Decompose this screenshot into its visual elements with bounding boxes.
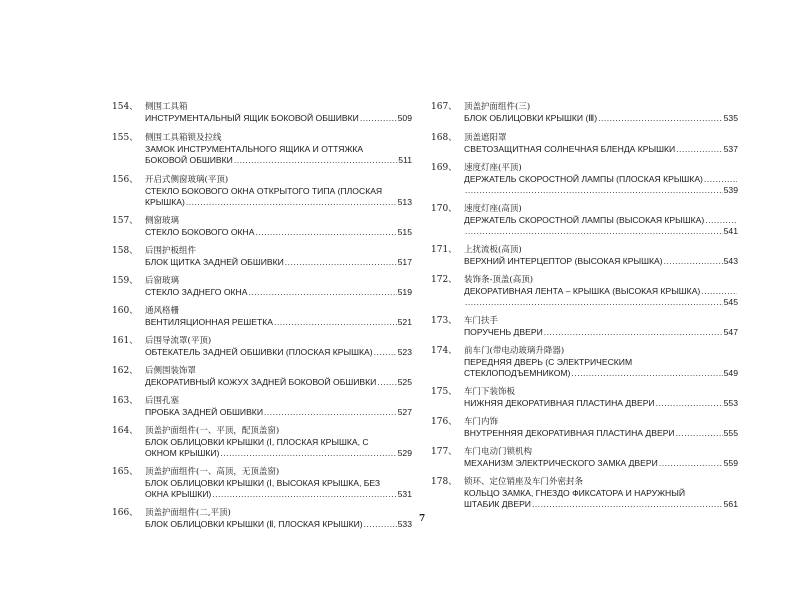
toc-entry[interactable]	[112, 276, 412, 298]
toc-entry[interactable]	[112, 508, 412, 530]
toc-entry-page-number: 541	[723, 226, 738, 236]
toc-entry-chinese-title: 速度灯座(平顶)	[464, 163, 522, 173]
toc-entry[interactable]	[112, 396, 412, 418]
dot-leader	[364, 519, 397, 530]
toc-entry-russian-title	[464, 327, 738, 338]
toc-entry[interactable]	[431, 447, 738, 469]
toc-entry-chinese-title: 侧围工具箱	[145, 102, 188, 112]
toc-entry-number: 166、	[112, 508, 139, 518]
toc-entry[interactable]	[431, 417, 738, 439]
toc-entry-russian-title	[145, 186, 412, 208]
toc-entry-number: 159、	[112, 276, 139, 286]
toc-entry-russian-title	[145, 227, 412, 238]
toc-entry-russian-title	[145, 317, 412, 328]
toc-entry-page-number: 535	[723, 113, 738, 123]
toc-entry-chinese-title: 侧围工具箱锁及拉线	[145, 133, 222, 143]
toc-entry[interactable]	[112, 133, 412, 166]
toc-entry[interactable]	[431, 346, 738, 379]
toc-entry-page-number: 517	[397, 257, 412, 267]
toc-entry[interactable]	[112, 175, 412, 208]
toc-entry-page-number: 537	[723, 144, 738, 154]
toc-entry-russian-line: СТЕКЛО ЗАДНЕГО ОКНА	[145, 287, 248, 297]
page-number: 7	[419, 514, 426, 524]
toc-entry-russian-line: МЕХАНИЗМ ЭЛЕКТРИЧЕСКОГО ЗАМКА ДВЕРИ	[464, 458, 658, 468]
toc-entry-russian-line: ПЕРЕДНЯЯ ДВЕРЬ (С ЭЛЕКТРИЧЕСКИМ	[464, 357, 633, 367]
dot-leader	[659, 458, 723, 469]
toc-entry-number: 157、	[112, 216, 139, 226]
toc-entry-chinese-title: 前车门(带电动玻璃升降器)	[464, 346, 565, 356]
toc-entry-number: 172、	[431, 275, 458, 285]
toc-entry-russian-line: КРЫШКА)	[145, 197, 185, 207]
toc-entry-number: 165、	[112, 467, 139, 477]
toc-entry-page-number: 513	[397, 197, 412, 207]
toc-entry[interactable]	[431, 102, 738, 124]
toc-entry-russian-line: БЛОК ОБЛИЦОВКИ КРЫШКИ (Ⅲ)	[464, 113, 598, 123]
toc-entry[interactable]	[431, 204, 738, 237]
toc-entry-chinese-title: 顶盖护面组件(一、平顶，配顶盖窗)	[145, 426, 280, 436]
toc-entry[interactable]	[431, 387, 738, 409]
toc-entry-russian-title	[464, 398, 738, 409]
toc-entry-russian-line: БЛОК ОБЛИЦОВКИ КРЫШКИ (Ⅰ, ПЛОСКАЯ КРЫШКА, С	[145, 437, 369, 447]
toc-entry-page-number: 549	[723, 368, 738, 378]
toc-entry-chinese-title: 装饰条-顶盖(高顶)	[464, 275, 534, 285]
toc-entry-russian-title	[464, 113, 738, 124]
toc-entry-number: 163、	[112, 396, 139, 406]
toc-entry-russian-line: ОКНА КРЫШКИ)	[145, 489, 212, 499]
toc-entry-number: 154、	[112, 102, 139, 112]
toc-entry-russian-title	[464, 286, 738, 308]
toc-entry-chinese-title: 锁环、定位销座及车门外密封条	[464, 477, 584, 487]
toc-entry-number: 171、	[431, 245, 458, 255]
toc-entry-russian-title	[464, 144, 738, 155]
dot-leader	[704, 174, 737, 185]
toc-entry-number: 169、	[431, 163, 458, 173]
toc-entry-chinese-title: 车门下装饰板	[464, 387, 516, 397]
toc-entry-chinese-title: 顶盖护面组件(二,平顶)	[145, 508, 231, 518]
toc-entry-russian-title	[464, 215, 738, 237]
toc-entry-russian-line: БЛОК ОБЛИЦОВКИ КРЫШКИ (Ⅰ, ВЫСОКАЯ КРЫШКА, БЕЗ	[145, 478, 381, 488]
dot-leader	[676, 144, 722, 155]
toc-entry-page-number: 559	[723, 458, 738, 468]
toc-entry-chinese-title: 后侧围装饰罩	[145, 366, 197, 376]
toc-entry-number: 173、	[431, 316, 458, 326]
toc-entry-russian-line: ДЕРЖАТЕЛЬ СКОРОСТНОЙ ЛАМПЫ (ПЛОСКАЯ КРЫШКА)	[464, 174, 703, 184]
toc-entry-number: 161、	[112, 336, 139, 346]
toc-entry-chinese-title: 侧窗玻璃	[145, 216, 180, 226]
toc-entry-page-number: 519	[397, 287, 412, 297]
toc-entry-russian-line: ОБТЕКАТЕЛЬ ЗАДНЕЙ ОБШИВКИ (ПЛОСКАЯ КРЫШКА)	[145, 347, 373, 357]
toc-entry-page-number: 547	[723, 327, 738, 337]
dot-leader	[285, 257, 397, 268]
toc-entry-russian-title	[145, 347, 412, 358]
toc-entry[interactable]	[431, 245, 738, 267]
toc-entry-russian-line: БЛОК ЩИТКА ЗАДНЕЙ ОБШИВКИ	[145, 257, 284, 267]
toc-entry-number: 162、	[112, 366, 139, 376]
toc-entry-number: 168、	[431, 133, 458, 143]
toc-entry-page-number: 511	[398, 155, 412, 165]
toc-entry-russian-line: СВЕТОЗАЩИТНАЯ СОЛНЕЧНАЯ БЛЕНДА КРЫШКИ	[464, 144, 676, 154]
dot-leader	[220, 448, 396, 459]
toc-entry-page-number: 521	[397, 317, 412, 327]
toc-entry-number: 155、	[112, 133, 139, 143]
toc-entry[interactable]	[112, 306, 412, 328]
toc-entry-russian-line: ВНУТРЕННЯЯ ДЕКОРАТИВНАЯ ПЛАСТИНА ДВЕРИ	[464, 428, 675, 438]
toc-entry-number: 160、	[112, 306, 139, 316]
toc-entry[interactable]	[112, 216, 412, 238]
toc-entry-russian-title	[464, 488, 738, 510]
toc-entry-russian-title	[464, 174, 738, 196]
toc-entry-russian-line: ОКНОМ КРЫШКИ)	[145, 448, 220, 458]
toc-entry-russian-line: ВЕНТИЛЯЦИОННАЯ РЕШЕТКА	[145, 317, 273, 327]
dot-leader	[571, 368, 722, 379]
toc-entry-page-number: 531	[397, 489, 412, 499]
dot-leader	[532, 499, 723, 510]
toc-entry-chinese-title: 顶盖护面组件(一、高顶，无顶盖窗)	[145, 467, 280, 477]
toc-entry-page-number: 561	[723, 499, 738, 509]
dot-leader	[676, 428, 723, 439]
dot-leader	[656, 398, 723, 409]
toc-entry-chinese-title: 顶盖遮阳罩	[464, 133, 507, 143]
dot-leader	[274, 317, 397, 328]
dot-leader	[705, 215, 737, 226]
toc-entry-russian-title	[145, 144, 412, 166]
toc-entry-number: 164、	[112, 426, 139, 436]
dot-leader	[701, 286, 737, 297]
toc-entry-page-number: 533	[397, 519, 412, 529]
toc-entry-chinese-title: 车门扶手	[464, 316, 499, 326]
dot-leader	[374, 347, 397, 358]
toc-entry-russian-line: ДЕКОРАТИВНЫЙ КОЖУХ ЗАДНЕЙ БОКОВОЙ ОБШИВКИ	[145, 377, 377, 387]
toc-entry-number: 174、	[431, 346, 458, 356]
toc-entry-chinese-title: 速度灯座(高顶)	[464, 204, 522, 214]
toc-entry-russian-title	[464, 357, 738, 379]
toc-entry-russian-line: НИЖНЯЯ ДЕКОРАТИВНАЯ ПЛАСТИНА ДВЕРИ	[464, 398, 655, 408]
toc-entry-russian-line: КОЛЬЦО ЗАМКА, ГНЕЗДО ФИКСАТОРА И НАРУЖНЫЙ	[464, 488, 686, 498]
toc-entry-page-number: 527	[397, 407, 412, 417]
toc-entry-chinese-title: 上扰流板(高顶)	[464, 245, 522, 255]
toc-entry-chinese-title: 车门内饰	[464, 417, 499, 427]
toc-entry[interactable]	[112, 467, 412, 500]
dot-leader	[465, 297, 723, 308]
toc-entry[interactable]	[431, 477, 738, 510]
toc-entry[interactable]	[112, 426, 412, 459]
dot-leader	[664, 256, 723, 267]
toc-entry[interactable]	[431, 275, 738, 308]
toc-entry-number: 158、	[112, 246, 139, 256]
toc-entry-russian-line: ШТАБИК ДВЕРИ	[464, 499, 531, 509]
toc-entry-chinese-title: 顶盖护面组件(三)	[464, 102, 531, 112]
toc-entry-russian-title	[145, 287, 412, 298]
toc-entry-russian-line: ПОРУЧЕНЬ ДВЕРИ	[464, 327, 543, 337]
toc-entry-page-number: 509	[397, 113, 412, 123]
toc-entry[interactable]	[431, 163, 738, 196]
toc-entry-russian-line: ЗАМОК ИНСТРУМЕНТАЛЬНОГО ЯЩИКА И ОТТЯЖКА	[145, 144, 364, 154]
toc-entry-russian-line: СТЕКЛО БОКОВОГО ОКНА	[145, 227, 255, 237]
dot-leader	[377, 377, 396, 388]
toc-entry-russian-title	[145, 257, 412, 268]
toc-entry-russian-title	[145, 478, 412, 500]
toc-entry-page-number: 553	[723, 398, 738, 408]
toc-entry-russian-line: БОКОВОЙ ОБШИВКИ	[145, 155, 233, 165]
toc-entry-number: 175、	[431, 387, 458, 397]
toc-entry-russian-line: ИНСТРУМЕНТАЛЬНЫЙ ЯЩИК БОКОВОЙ ОБШИВКИ	[145, 113, 359, 123]
toc-entry-page-number: 545	[723, 297, 738, 307]
toc-entry-number: 167、	[431, 102, 458, 112]
toc-entry-russian-line: ПРОБКА ЗАДНЕЙ ОБШИВКИ	[145, 407, 263, 417]
toc-entry-page-number: 515	[397, 227, 412, 237]
toc-entry[interactable]	[112, 246, 412, 268]
toc-entry-russian-title	[145, 113, 412, 124]
dot-leader	[544, 327, 723, 338]
toc-entry-number: 176、	[431, 417, 458, 427]
toc-entry-page-number: 529	[397, 448, 412, 458]
dot-leader	[234, 155, 397, 166]
dot-leader	[360, 113, 397, 124]
toc-entry-chinese-title: 车门电动门锁机构	[464, 447, 533, 457]
toc-entry-russian-title	[464, 428, 738, 439]
toc-entry-chinese-title: 后围护板组件	[145, 246, 197, 256]
dot-leader	[212, 489, 396, 500]
toc-entry-page-number: 555	[723, 428, 738, 438]
toc-entry-russian-line: ДЕРЖАТЕЛЬ СКОРОСТНОЙ ЛАМПЫ (ВЫСОКАЯ КРЫШКА)	[464, 215, 705, 225]
toc-entry-number: 156、	[112, 175, 139, 185]
toc-entry[interactable]	[431, 133, 738, 155]
toc-entry-page-number: 539	[723, 185, 738, 195]
dot-leader	[465, 185, 723, 196]
toc-entry[interactable]	[112, 336, 412, 358]
toc-entry-page-number: 525	[397, 377, 412, 387]
toc-left-column	[112, 102, 412, 530]
toc-entry-chinese-title: 开启式侧窗玻璃(平顶)	[145, 175, 229, 185]
toc-entry-russian-title	[464, 458, 738, 469]
toc-entry-russian-line: ДЕКОРАТИВНАЯ ЛЕНТА – КРЫШКА (ВЫСОКАЯ КРЫШКА)	[464, 286, 701, 296]
toc-entry-page-number: 543	[723, 256, 738, 266]
dot-leader	[248, 287, 396, 298]
toc-entry-russian-line: СТЕКЛОПОДЪЕМНИКОМ)	[464, 368, 571, 378]
toc-entry-number: 170、	[431, 204, 458, 214]
toc-entry-russian-line: СТЕКЛО БОКОВОГО ОКНА ОТКРЫТОГО ТИПА (ПЛОСКАЯ	[145, 186, 383, 196]
toc-entry-chinese-title: 后围导流罩(平顶)	[145, 336, 212, 346]
dot-leader	[264, 407, 397, 418]
toc-entry-chinese-title: 后窗玻璃	[145, 276, 180, 286]
toc-entry-number: 177、	[431, 447, 458, 457]
toc-entry[interactable]	[431, 316, 738, 338]
toc-entry-chinese-title: 通风格栅	[145, 306, 180, 316]
dot-leader	[186, 197, 397, 208]
toc-entry-chinese-title: 后围孔塞	[145, 396, 180, 406]
dot-leader	[465, 226, 723, 237]
toc-entry-number: 178、	[431, 477, 458, 487]
toc-entry-russian-title	[464, 256, 738, 267]
toc-entry-russian-title	[145, 407, 412, 418]
toc-entry-russian-title	[145, 519, 412, 530]
dot-leader	[598, 113, 723, 124]
toc-entry-russian-title	[145, 437, 412, 459]
toc-entry-russian-title	[145, 377, 412, 388]
toc-entry-page-number: 523	[397, 347, 412, 357]
dot-leader	[255, 227, 396, 238]
toc-entry[interactable]	[112, 102, 412, 124]
toc-right-column	[431, 102, 738, 510]
toc-entry[interactable]	[112, 366, 412, 388]
toc-entry-russian-line: ВЕРХНИЙ ИНТЕРЦЕПТОР (ВЫСОКАЯ КРЫШКА)	[464, 256, 663, 266]
toc-entry-russian-line: БЛОК ОБЛИЦОВКИ КРЫШКИ (Ⅱ, ПЛОСКАЯ КРЫШКИ)	[145, 519, 363, 529]
